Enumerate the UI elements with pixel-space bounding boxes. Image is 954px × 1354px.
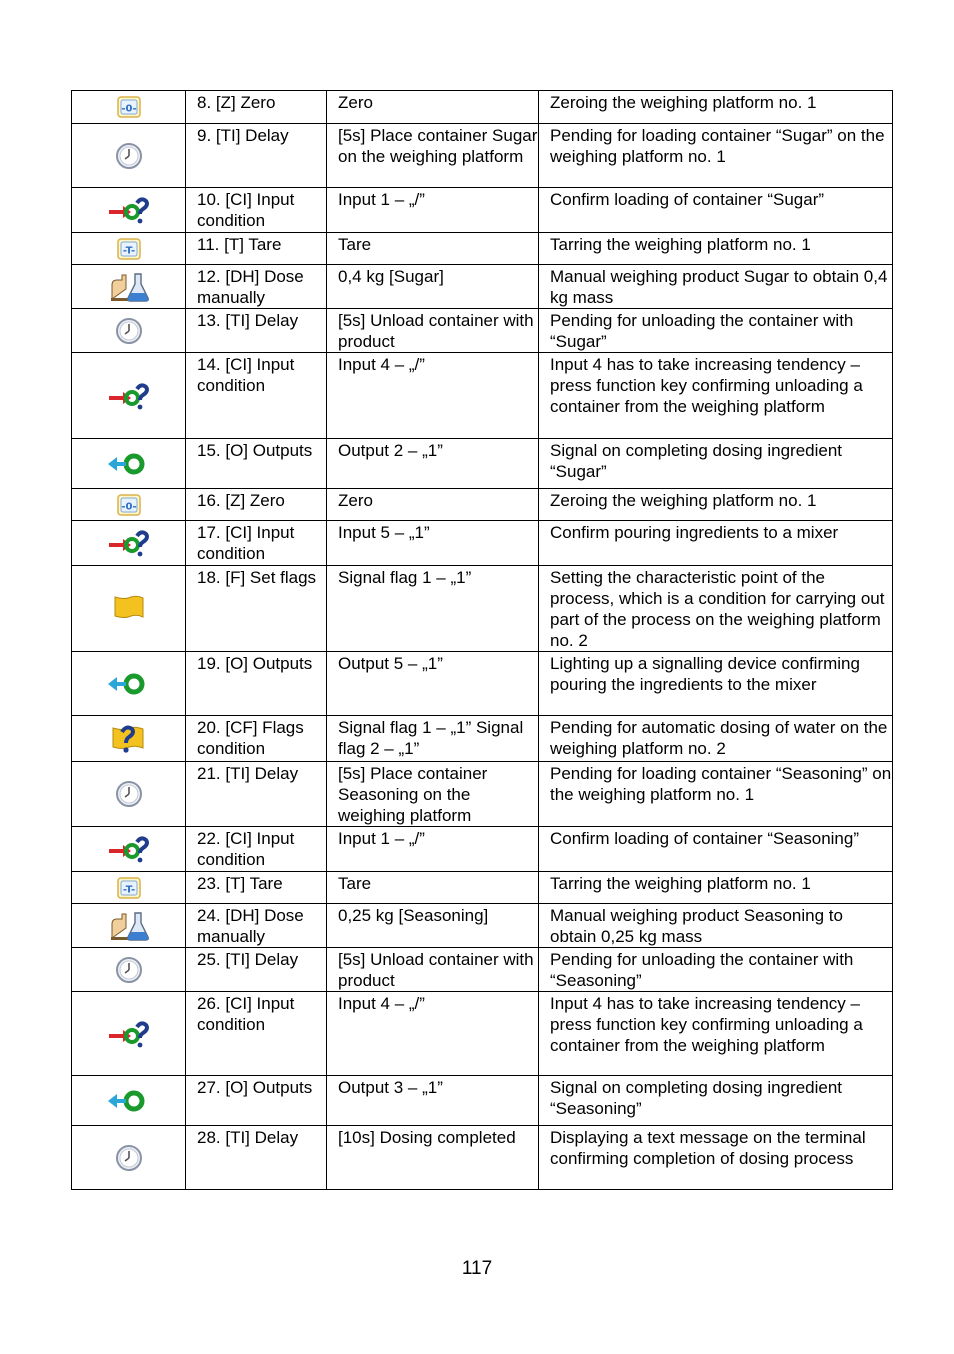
icon-cell <box>72 233 186 265</box>
step-cell: 10. [CI] Input condition <box>186 188 327 233</box>
parameter-cell: 0,25 kg [Seasoning] <box>327 904 539 948</box>
description-cell: Pending for unloading the container with “Sugar” <box>539 309 893 353</box>
step-cell: 16. [Z] Zero <box>186 489 327 521</box>
clock-icon <box>114 955 144 985</box>
parameter-cell: Output 2 – „1” <box>327 439 539 489</box>
step-cell: 27. [O] Outputs <box>186 1076 327 1126</box>
step-cell: 18. [F] Set flags <box>186 566 327 652</box>
step-cell: 21. [TI] Delay <box>186 762 327 827</box>
input-condition-icon <box>107 194 151 226</box>
step-cell: 28. [TI] Delay <box>186 1126 327 1190</box>
description-cell: Confirm loading of container “Seasoning” <box>539 827 893 872</box>
description-cell: Pending for loading container “Sugar” on the weighing platform no. 1 <box>539 124 893 188</box>
step-cell: 23. [T] Tare <box>186 872 327 904</box>
parameter-cell: Tare <box>327 233 539 265</box>
zero-icon <box>115 491 143 519</box>
output-icon <box>107 669 151 699</box>
description-cell: Confirm pouring ingredients to a mixer <box>539 521 893 566</box>
icon-cell <box>72 652 186 716</box>
dose-icon <box>108 271 150 303</box>
parameter-cell: [5s] Place container Seasoning on the weighing platform <box>327 762 539 827</box>
table-row <box>72 489 893 521</box>
icon-cell <box>72 439 186 489</box>
zero-icon <box>115 93 143 121</box>
step-cell: 24. [DH] Dose manually <box>186 904 327 948</box>
icon-cell <box>72 827 186 872</box>
step-cell: 14. [CI] Input condition <box>186 353 327 439</box>
table-row <box>72 762 893 827</box>
table-row <box>72 566 893 652</box>
icon-cell <box>72 948 186 992</box>
svg-text:-0-: -0- <box>120 501 137 512</box>
table-row <box>72 827 893 872</box>
table-row <box>72 948 893 992</box>
svg-text:-0-: -0- <box>120 103 137 115</box>
icon-cell <box>72 91 186 124</box>
parameter-cell: Signal flag 1 – „1” <box>327 566 539 652</box>
step-cell: 17. [CI] Input condition <box>186 521 327 566</box>
input-condition-icon <box>107 833 151 865</box>
process-steps-table <box>71 90 893 1190</box>
description-cell: Zeroing the weighing platform no. 1 <box>539 91 893 124</box>
step-cell: 26. [CI] Input condition <box>186 992 327 1076</box>
step-cell: 19. [O] Outputs <box>186 652 327 716</box>
step-cell: 11. [T] Tare <box>186 233 327 265</box>
step-cell: 12. [DH] Dose manually <box>186 265 327 309</box>
page-number: 117 <box>461 1258 493 1279</box>
icon-cell <box>72 489 186 521</box>
description-cell: Input 4 has to take increasing tendency – press function key confirming unloading a container from the weighing platform <box>539 353 893 439</box>
icon-cell <box>72 309 186 353</box>
step-cell: 15. [O] Outputs <box>186 439 327 489</box>
description-cell: Manual weighing product Sugar to obtain 0,4 kg mass <box>539 265 893 309</box>
icon-cell <box>72 124 186 188</box>
parameter-cell: Input 5 – „1” <box>327 521 539 566</box>
parameter-cell: Input 1 – „/” <box>327 188 539 233</box>
description-cell: Pending for loading container “Seasoning” on the weighing platform no. 1 <box>539 762 893 827</box>
icon-cell <box>72 1076 186 1126</box>
parameter-cell: [10s] Dosing completed <box>327 1126 539 1190</box>
parameter-cell: Output 5 – „1” <box>327 652 539 716</box>
input-condition-icon <box>107 527 151 559</box>
step-cell: 20. [CF] Flags condition <box>186 716 327 762</box>
parameter-cell: [5s] Unload container with product <box>327 948 539 992</box>
icon-cell <box>72 872 186 904</box>
table-row <box>72 521 893 566</box>
clock-icon <box>114 141 144 171</box>
icon-cell <box>72 265 186 309</box>
parameter-cell: [5s] Unload container with product <box>327 309 539 353</box>
svg-text:-T-: -T- <box>122 884 135 895</box>
parameter-cell: Zero <box>327 489 539 521</box>
table-row <box>72 716 893 762</box>
icon-cell <box>72 762 186 827</box>
description-cell: Tarring the weighing platform no. 1 <box>539 872 893 904</box>
icon-cell <box>72 904 186 948</box>
parameter-cell: Input 1 – „/” <box>327 827 539 872</box>
description-cell: Tarring the weighing platform no. 1 <box>539 233 893 265</box>
tare-icon <box>115 874 143 902</box>
table-row <box>72 652 893 716</box>
description-cell: Setting the characteristic point of the process, which is a condition for carrying out part of the process on the weighing platform no. 2 <box>539 566 893 652</box>
description-cell: Zeroing the weighing platform no. 1 <box>539 489 893 521</box>
parameter-cell: Input 4 – „/” <box>327 353 539 439</box>
table-row <box>72 353 893 439</box>
description-cell: Signal on completing dosing ingredient “Sugar” <box>539 439 893 489</box>
table-row <box>72 1126 893 1190</box>
parameter-cell: Zero <box>327 91 539 124</box>
table-row <box>72 91 893 124</box>
description-cell: Input 4 has to take increasing tendency – press function key confirming unloading a container from the weighing platform <box>539 992 893 1076</box>
icon-cell <box>72 716 186 762</box>
table-row <box>72 233 893 265</box>
dose-icon <box>108 910 150 942</box>
icon-cell <box>72 521 186 566</box>
description-cell: Confirm loading of container “Sugar” <box>539 188 893 233</box>
parameter-cell: Signal flag 1 – „1” Signal flag 2 – „1” <box>327 716 539 762</box>
clock-icon <box>114 779 144 809</box>
flag-icon <box>109 593 149 625</box>
input-condition-icon <box>107 1018 151 1050</box>
description-cell: Displaying a text message on the terminal confirming completion of dosing process <box>539 1126 893 1190</box>
clock-icon <box>114 316 144 346</box>
description-cell: Manual weighing product Seasoning to obtain 0,25 kg mass <box>539 904 893 948</box>
step-cell: 9. [TI] Delay <box>186 124 327 188</box>
parameter-cell: Input 4 – „/” <box>327 992 539 1076</box>
icon-cell <box>72 992 186 1076</box>
table-row <box>72 309 893 353</box>
table-row <box>72 188 893 233</box>
description-cell: Lighting up a signalling device confirming pouring the ingredients to the mixer <box>539 652 893 716</box>
description-cell: Pending for unloading the container with “Seasoning” <box>539 948 893 992</box>
table-row <box>72 439 893 489</box>
step-cell: 25. [TI] Delay <box>186 948 327 992</box>
parameter-cell: [5s] Place container Sugar on the weighing platform <box>327 124 539 188</box>
parameter-cell: 0,4 kg [Sugar] <box>327 265 539 309</box>
flag-condition-icon <box>109 722 149 756</box>
output-icon <box>107 449 151 479</box>
step-cell: 22. [CI] Input condition <box>186 827 327 872</box>
description-cell: Pending for automatic dosing of water on the weighing platform no. 2 <box>539 716 893 762</box>
table-row <box>72 904 893 948</box>
icon-cell <box>72 566 186 652</box>
description-cell: Signal on completing dosing ingredient “Seasoning” <box>539 1076 893 1126</box>
output-icon <box>107 1086 151 1116</box>
svg-text:-T-: -T- <box>122 245 135 256</box>
step-cell: 13. [TI] Delay <box>186 309 327 353</box>
table-row <box>72 124 893 188</box>
icon-cell <box>72 188 186 233</box>
table-row <box>72 992 893 1076</box>
table-row <box>72 265 893 309</box>
parameter-cell: Output 3 – „1” <box>327 1076 539 1126</box>
step-cell: 8. [Z] Zero <box>186 91 327 124</box>
input-condition-icon <box>107 380 151 412</box>
table-row <box>72 872 893 904</box>
clock-icon <box>114 1143 144 1173</box>
icon-cell <box>72 353 186 439</box>
icon-cell <box>72 1126 186 1190</box>
tare-icon <box>115 235 143 263</box>
table-row <box>72 1076 893 1126</box>
parameter-cell: Tare <box>327 872 539 904</box>
